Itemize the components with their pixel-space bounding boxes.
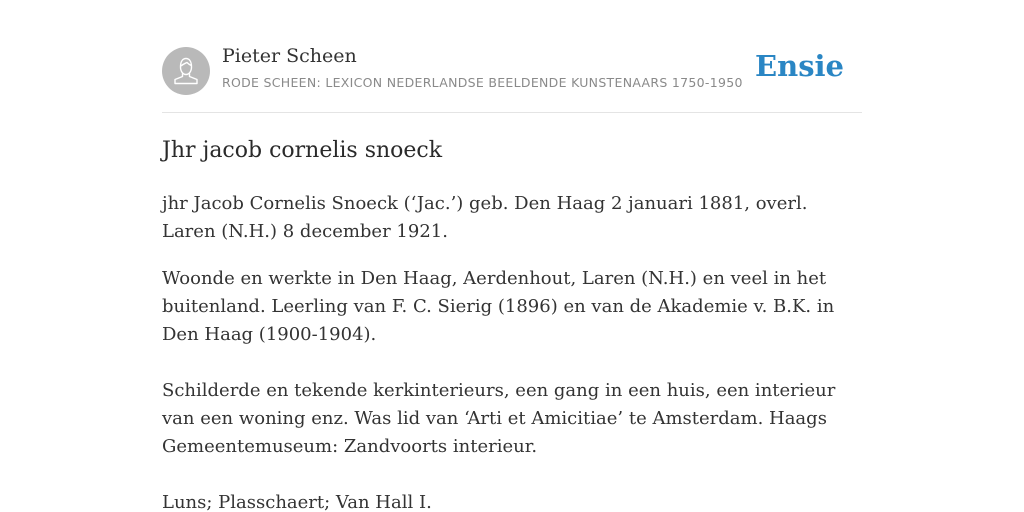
article-paragraph: Woonde en werkte in Den Haag, Aerdenhout, Laren (N.H.) en veel in het buitenland. Leerling van F. C. Sierig (1896) en van de Akademie v. B.K. in Den Haag (1900-1904). xyxy=(162,268,835,345)
article-paragraph: jhr Jacob Cornelis Snoeck (‘Jac.’) geb. Den Haag 2 januari 1881, overl. Laren (N.H.) 8 december 1921. xyxy=(162,193,808,242)
article-paragraph: Schilderde en tekende kerkinterieurs, een gang in een huis, een interieur van een woning enz. Was lid van ‘Arti et Amicitiae’ te Amsterdam. Haags Gemeentemuseum: Zandvoorts interieur. xyxy=(162,380,836,457)
author-header xyxy=(162,0,862,113)
author-avatar[interactable] xyxy=(162,47,210,95)
page-container xyxy=(162,0,862,512)
author-name[interactable]: Pieter Scheen xyxy=(222,45,357,67)
article-title: Jhr jacob cornelis snoeck xyxy=(162,138,443,163)
source-title[interactable]: RODE SCHEEN: LEXICON NEDERLANDSE BEELDENDE KUNSTENAARS 1750-1950 xyxy=(222,75,743,90)
user-icon xyxy=(162,47,210,95)
ensie-logo[interactable]: Ensie xyxy=(755,49,844,83)
article-paragraph: Luns; Plasschaert; Van Hall I. xyxy=(162,492,432,512)
article-body xyxy=(162,190,862,512)
